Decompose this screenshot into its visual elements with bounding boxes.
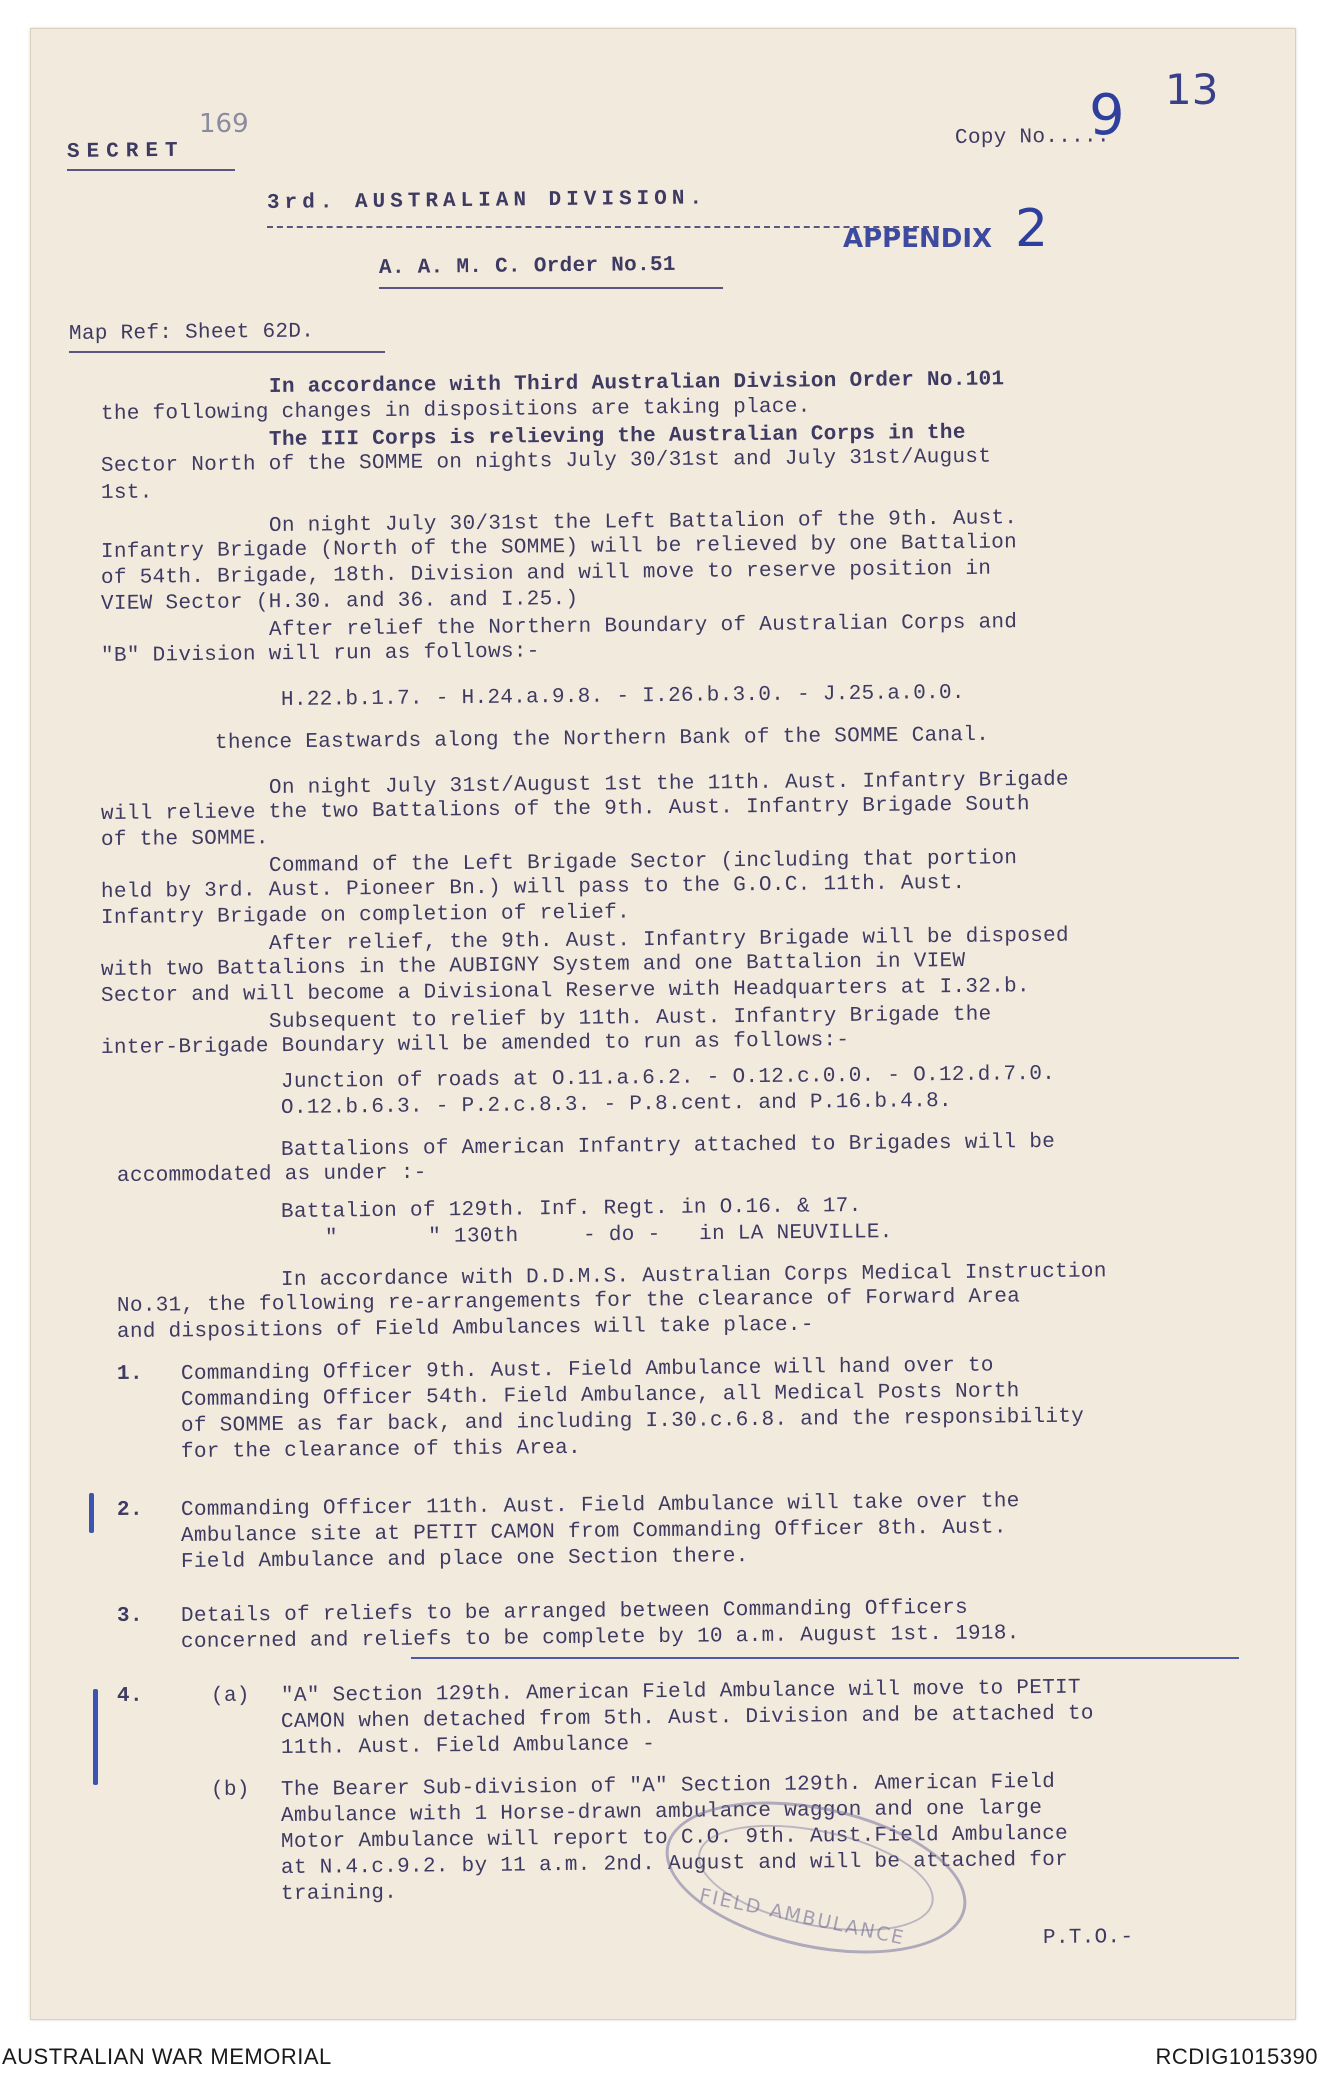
boundary-line: O.12.b.6.3. - P.2.c.8.3. - P.8.cent. and P.16.b.4.8.	[280, 1089, 952, 1120]
copy-number-label: Copy No.....	[954, 125, 1110, 150]
body-line: and dispositions of Field Ambulances will take place.-	[116, 1313, 814, 1344]
body-line: held by 3rd. Aust. Pioneer Bn.) will pass to the G.O.C. 11th. Aust.	[100, 871, 966, 904]
stamp-text: FIELD AMBULANCE	[697, 1884, 908, 1950]
body-line: Sector and will become a Divisional Reserve with Headquarters at I.32.b.	[100, 975, 1031, 1008]
body-line: No.31, the following re-arrangements for the clearance of Forward Area	[116, 1285, 1021, 1318]
body-line: Subsequent to relief by 11th. Aust. Infantry Brigade the	[268, 1003, 992, 1034]
boundary-line: Junction of roads at O.11.a.6.2. - O.12.c.0.0. - O.12.d.7.0.	[280, 1062, 1056, 1094]
subitem-label: (a)	[210, 1684, 250, 1708]
body-line: VIEW Sector (H.30. and 36. and I.25.)	[100, 588, 579, 616]
body-line: On night July 31st/August 1st the 11th. Aust. Infantry Brigade	[268, 768, 1070, 800]
margin-mark	[89, 1493, 94, 1533]
body-line: Command of the Left Brigade Sector (including that portion	[268, 847, 1018, 878]
footer-archive-name: AUSTRALIAN WAR MEMORIAL	[2, 2044, 332, 2069]
item-line: Commanding Officer 11th. Aust. Field Ambulance will take over the	[180, 1490, 1020, 1522]
item-line: Motor Ambulance will report to C.O. 9th. Aust.Field Ambulance	[280, 1822, 1069, 1854]
margin-mark	[93, 1689, 98, 1785]
body-line: In accordance with Third Australian Division Order No.101	[268, 368, 1005, 399]
item-number: 2.	[116, 1498, 143, 1522]
item-line: "A" Section 129th. American Field Ambulance will move to PETIT	[280, 1676, 1082, 1708]
body-line: with two Battalions in the AUBIGNY System and one Battalion in VIEW	[100, 949, 966, 982]
body-line: After relief, the 9th. Aust. Infantry Brigade will be disposed	[268, 924, 1070, 956]
item-line: of SOMME as far back, and including I.30.c.6.8. and the responsibility	[180, 1405, 1085, 1438]
handwritten-page-number: 13	[1165, 65, 1219, 114]
item-line: 11th. Aust. Field Ambulance -	[280, 1733, 656, 1760]
item-line: CAMON when detached from 5th. Aust. Division and be attached to	[280, 1702, 1094, 1734]
item-line: for the clearance of this Area.	[180, 1436, 582, 1464]
body-line: 1st.	[100, 481, 153, 505]
map-reference-underline	[69, 351, 385, 353]
appendix-number: 2	[1015, 199, 1049, 259]
item-line: concerned and reliefs to be complete by 10 a.m. August 1st. 1918.	[180, 1622, 1020, 1654]
body-line: " " 130th - do - in LA NEUVILLE.	[324, 1221, 893, 1250]
body-line: Infantry Brigade on completion of relief.	[100, 901, 631, 930]
item-line: Ambulance with 1 Horse-drawn ambulance waggon and one large	[280, 1797, 1043, 1828]
order-title: A. A. M. C. Order No.51	[378, 253, 676, 280]
footer-record-id: RCDIG1015390	[1155, 2044, 1318, 2069]
secret-label: SECRET	[66, 139, 185, 164]
handwritten-underline	[411, 1657, 1239, 1659]
secret-underline	[67, 169, 235, 171]
pencil-number: 169	[199, 109, 249, 139]
body-line: After relief the Northern Boundary of Australian Corps and	[268, 611, 1018, 642]
item-number: 1.	[116, 1362, 143, 1386]
division-title: 3rd. AUSTRALIAN DIVISION.	[266, 187, 708, 215]
map-reference: Map Ref: Sheet 62D.	[68, 320, 315, 346]
order-underline	[379, 287, 723, 289]
body-line: inter-Brigade Boundary will be amended to run as follows:-	[100, 1029, 850, 1060]
item-line: The Bearer Sub-division of "A" Section 129th. American Field	[280, 1770, 1056, 1802]
please-turn-over: P.T.O.-	[1042, 1926, 1134, 1950]
body-line: the following changes in dispositions are taking place.	[100, 395, 811, 426]
item-line: Field Ambulance and place one Section there.	[180, 1545, 749, 1574]
division-underline	[267, 226, 939, 228]
item-line: Commanding Officer 54th. Field Ambulance, all Medical Posts North	[180, 1380, 1020, 1412]
item-line: Details of reliefs to be arranged between Commanding Officers	[180, 1596, 969, 1628]
body-line: On night July 30/31st the Left Battalion of the 9th. Aust.	[268, 507, 1018, 538]
subitem-label: (b)	[210, 1778, 250, 1802]
item-number: 3.	[116, 1604, 143, 1628]
body-line: In accordance with D.D.M.S. Australian Corps Medical Instruction	[280, 1260, 1107, 1292]
item-line: training.	[280, 1881, 398, 1906]
body-line: will relieve the two Battalions of the 9th. Aust. Infantry Brigade South	[100, 793, 1031, 826]
body-line: Battalion of 129th. Inf. Regt. in O.16. & 17.	[280, 1194, 862, 1224]
body-line: Sector North of the SOMME on nights July 30/31st and July 31st/August	[100, 445, 992, 478]
boundary-line: H.22.b.1.7. - H.24.a.9.8. - I.26.b.3.0. - J.25.a.0.0.	[280, 681, 965, 712]
item-line: at N.4.c.9.2. by 11 a.m. 2nd. August and will be attached for	[280, 1848, 1069, 1880]
document-page	[30, 28, 1296, 2020]
item-line: Commanding Officer 9th. Aust. Field Ambulance will hand over to	[180, 1354, 994, 1386]
body-line: thence Eastwards along the Northern Bank of the SOMME Canal.	[214, 723, 990, 755]
body-line: accommodated as under :-	[116, 1161, 427, 1188]
item-line: Ambulance site at PETIT CAMON from Commanding Officer 8th. Aust.	[180, 1516, 1007, 1548]
body-line: of 54th. Brigade, 18th. Division and will move to reserve position in	[100, 557, 992, 590]
body-line: The III Corps is relieving the Australian Corps in the	[268, 421, 966, 452]
appendix-stamp: APPENDIX	[843, 224, 993, 254]
body-line: of the SOMME.	[100, 827, 269, 852]
body-line: "B" Division will run as follows:-	[100, 640, 540, 668]
item-number: 4.	[116, 1684, 143, 1708]
handwritten-copy-number: 9	[1089, 83, 1125, 148]
body-line: Infantry Brigade (North of the SOMME) will be relieved by one Battalion	[100, 531, 1018, 564]
body-line: Battalions of American Infantry attached to Brigades will be	[280, 1130, 1056, 1162]
